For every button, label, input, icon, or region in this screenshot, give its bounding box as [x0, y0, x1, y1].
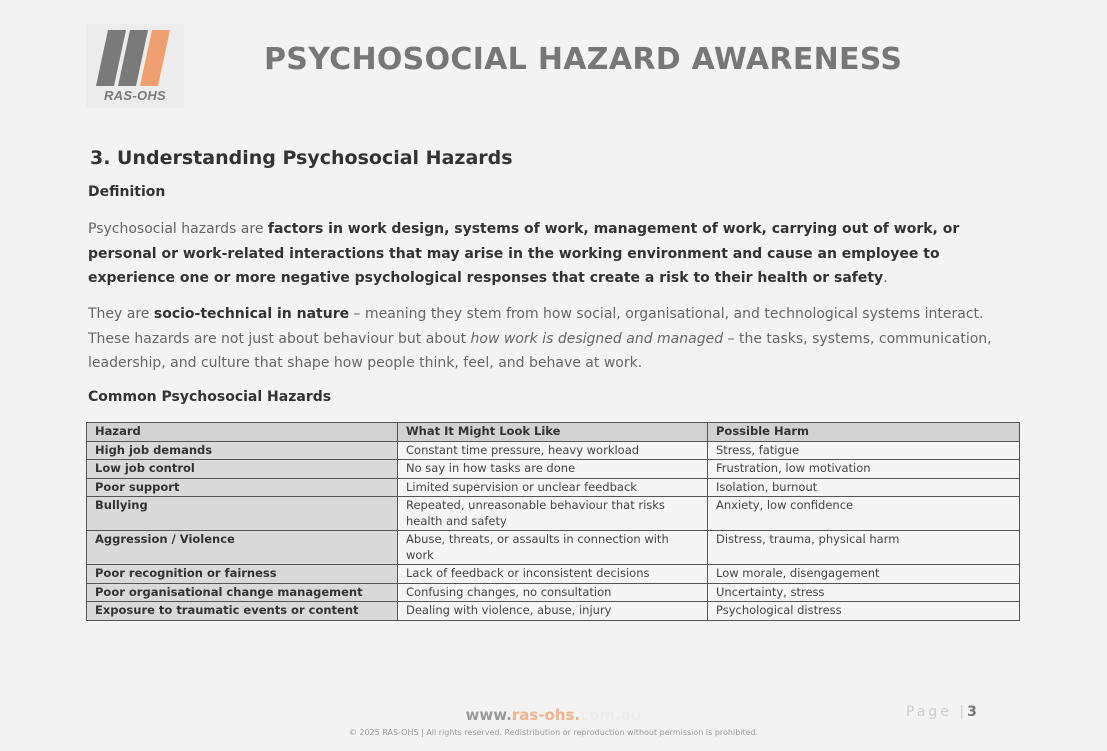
harm-cell: Anxiety, low confidence: [708, 497, 1020, 531]
appearance-cell: Dealing with violence, abuse, injury: [398, 602, 708, 621]
definition-heading: Definition: [88, 184, 166, 200]
harm-cell: Uncertainty, stress: [708, 583, 1020, 602]
table-row: [87, 497, 1020, 531]
harm-cell: Psychological distress: [708, 602, 1020, 621]
hazard-cell: Aggression / Violence: [87, 531, 398, 565]
table-row: [87, 460, 1020, 479]
document-title: PSYCHOSOCIAL HAZARD AWARENESS: [264, 42, 903, 77]
hazards-table: [86, 422, 1020, 621]
harm-cell: Frustration, low motivation: [708, 460, 1020, 479]
appearance-cell: Confusing changes, no consultation: [398, 583, 708, 602]
copyright-notice: © 2025 RAS-OHS | All rights reserved. Redistribution or reproduction without permission is prohibited.: [348, 728, 759, 737]
table-header-row: [87, 423, 1020, 442]
table-row: [87, 602, 1020, 621]
table-row: [87, 583, 1020, 602]
hazard-cell: Exposure to traumatic events or content: [87, 602, 398, 621]
section-heading: 3. Understanding Psychosocial Hazards: [90, 147, 513, 169]
appearance-cell: Constant time pressure, heavy workload: [398, 441, 708, 460]
appearance-cell: No say in how tasks are done: [398, 460, 708, 479]
table-row: [87, 441, 1020, 460]
hazard-cell: Poor support: [87, 478, 398, 497]
hazard-cell: Low job control: [87, 460, 398, 479]
company-logo: [86, 24, 184, 108]
logo-stripes-icon: [92, 30, 178, 86]
appearance-cell: Lack of feedback or inconsistent decisions: [398, 565, 708, 584]
definition-paragraph: Psychosocial hazards are factors in work design, systems of work, management of work, carrying out of work, or personal or work-related interactions that may arise in the working environment and cause an employee to experience one or more negative psychological responses that create a risk to their health or safety.: [88, 221, 960, 286]
column-header-hazard: Hazard: [87, 423, 398, 442]
table-row: [87, 565, 1020, 584]
appearance-cell: Limited supervision or unclear feedback: [398, 478, 708, 497]
hazard-cell: Poor recognition or fairness: [87, 565, 398, 584]
appearance-cell: Repeated, unreasonable behaviour that risks health and safety: [398, 497, 708, 531]
table-row: [87, 531, 1020, 565]
hazard-cell: Poor organisational change management: [87, 583, 398, 602]
harm-cell: Low morale, disengagement: [708, 565, 1020, 584]
harm-cell: Isolation, burnout: [708, 478, 1020, 497]
logo-text: RAS-OHS: [103, 88, 167, 103]
hazard-cell: Bullying: [87, 497, 398, 531]
socio-technical-paragraph: They are socio-technical in nature – meaning they stem from how social, organisational, and technological systems interact. These hazards are not just about behaviour but about how work is designed and managed – the tasks, systems, communication, leadership, and culture that shape how people think, feel, and behave at work.: [88, 306, 992, 371]
column-header-harm: Possible Harm: [708, 423, 1020, 442]
table-row: [87, 478, 1020, 497]
footer-website-link[interactable]: www.ras-ohs.com.au: [465, 706, 642, 724]
appearance-cell: Abuse, threats, or assaults in connection with work: [398, 531, 708, 565]
harm-cell: Distress, trauma, physical harm: [708, 531, 1020, 565]
hazard-cell: High job demands: [87, 441, 398, 460]
harm-cell: Stress, fatigue: [708, 441, 1020, 460]
page-number: Page |3: [906, 704, 977, 720]
column-header-appearance: What It Might Look Like: [398, 423, 708, 442]
table-heading: Common Psychosocial Hazards: [88, 389, 332, 405]
